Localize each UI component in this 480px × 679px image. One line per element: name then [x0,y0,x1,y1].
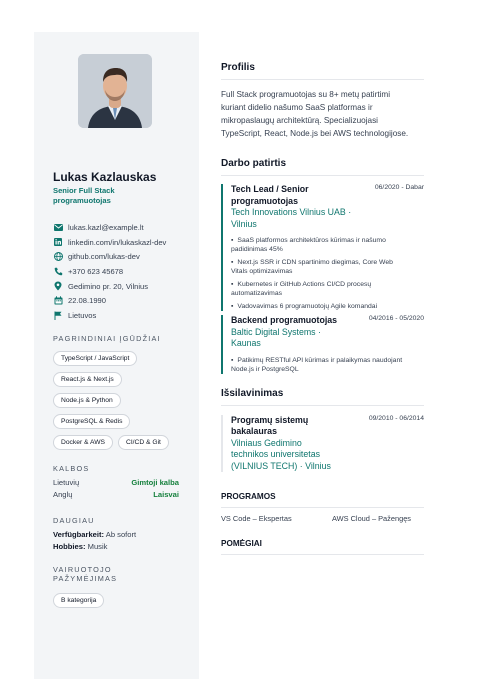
skill-pill: Docker & AWS [53,435,113,450]
contact-github-text: github.com/lukas-dev [68,252,140,262]
education-school: Vilniaus Gedimino technikos universitetas (VILNIUS TECH) · Vilnius [231,437,331,471]
contact-phone[interactable] [53,265,199,278]
language-level: Gimtoji kalba [131,478,179,488]
programs-title: PROGRAMOS [221,492,424,508]
contact-birthdate [53,294,199,307]
skills-list [53,351,193,450]
languages-list [53,478,199,502]
contact-address-text: Gedimino pr. 20, Vilnius [68,281,149,291]
more-heading: DAUGIAU [53,516,95,526]
job-entry [221,184,424,311]
education-entry [221,415,424,473]
contact-github[interactable] [53,250,199,263]
profile-text: Full Stack programuotojas su 8+ metų patirtimi kuriant didelio našumo SaaS platformas ir mikropaslaugų architektūrą. Specializuojasi TypeScript, React, Node.js bei AWS technologijose. [221,90,409,138]
license-list [53,589,199,607]
job-bullet: ▪ Next.js SSR ir CDN spartinimo diegimas, Core Web Vitals optimizavimas [231,258,411,276]
skill-pill: React.js & Next.js [53,372,122,387]
languages-heading: KALBOS [53,464,90,474]
experience-title: Darbo patirtis [221,158,424,176]
education-degree: Programų sistemų bakalauras [231,414,309,436]
license-pill: B kategorija [53,593,104,608]
contact-nationality [53,309,199,322]
language-row [53,478,179,490]
program-item: VS Code – Ekspertas [221,514,292,523]
contact-nationality-text: Lietuvos [68,311,97,321]
education-dates: 09/2010 - 06/2014 [368,414,424,422]
job-bullet: ▪ Kubernetes ir GitHub Actions CI/CD procesų automatizavimas [231,280,411,298]
job-bullet: ▪ Vadovavimas 6 programuotojų Agile komandai [231,302,411,311]
job-company: Tech Innovations Vilnius UAB · Vilnius [231,207,352,229]
job-dates: 04/2016 - 05/2020 [368,315,424,322]
job-bullet: ▪ Patikimų RESTful API kūrimas ir palaikymas naudojant Node.js ir PostgreSQL [231,356,411,374]
skill-pill: CI/CD & Git [118,435,169,450]
skill-pill: Node.js & Python [53,393,121,408]
language-row [53,490,179,502]
person-role: Senior Full Stack programuotojas [53,186,115,205]
calendar-icon [53,296,63,306]
sidebar [34,32,199,679]
education-title: Išsilavinimas [221,388,424,406]
portrait-image [78,54,152,128]
contact-linkedin[interactable] [53,236,199,249]
skill-pill: TypeScript / JavaScript [53,351,137,366]
contact-email[interactable] [53,221,199,234]
hobbies-label: Hobbies: [53,542,86,552]
hobbies-title: POMĖGIAI [221,539,424,555]
job-dates: 06/2020 - Dabar [374,184,424,191]
language-level: Laisvai [153,490,179,500]
availability-label: Verfügbarkeit: [53,530,105,540]
flag-icon [53,311,63,321]
job-company: Baltic Digital Systems · Kaunas [231,326,321,348]
location-icon [53,281,63,291]
job-entry [221,315,424,374]
job-title: Backend programuotojas [231,315,338,325]
person-name: Lukas Kazlauskas [53,170,157,184]
contact-birthdate-text: 22.08.1990 [68,296,107,306]
availability-value: Ab sofort [105,530,137,540]
main-content [199,32,444,679]
hobbies-line [53,542,199,551]
hobbies-value: Musik [87,542,108,552]
job-bullet: ▪ SaaS platformos architektūros kūrimas ir našumo padidinimas 45% [231,236,411,254]
contact-email-text: lukas.kazl@example.lt [68,223,144,232]
resume-page [34,32,444,679]
contact-linkedin-text: linkedin.com/in/lukaskazl-dev [68,237,167,247]
avatar [78,54,152,128]
job-title: Tech Lead / Senior programuotojas [231,184,309,206]
profile-title: Profilis [221,62,424,80]
availability-line [53,530,199,539]
language-name: Lietuvių [53,478,80,488]
phone-icon [53,267,63,277]
job-bullets [231,356,424,374]
skill-pill: PostgreSQL & Redis [53,414,130,429]
linkedin-icon [53,237,63,247]
contact-address [53,280,199,293]
contact-phone-text: +370 623 45678 [68,267,124,277]
contact-list [53,221,199,322]
globe-icon [53,252,63,262]
skills-heading: PAGRINDINIAI ĮGŪDŽIAI [53,334,161,344]
programs-list [221,514,411,523]
job-bullets [231,236,424,311]
language-name: Anglų [53,490,73,500]
license-heading: VAIRUOTOJO PAŽYMĖJIMAS [53,565,118,584]
program-item: AWS Cloud – Pažengęs [331,514,411,523]
mail-icon [53,223,63,233]
